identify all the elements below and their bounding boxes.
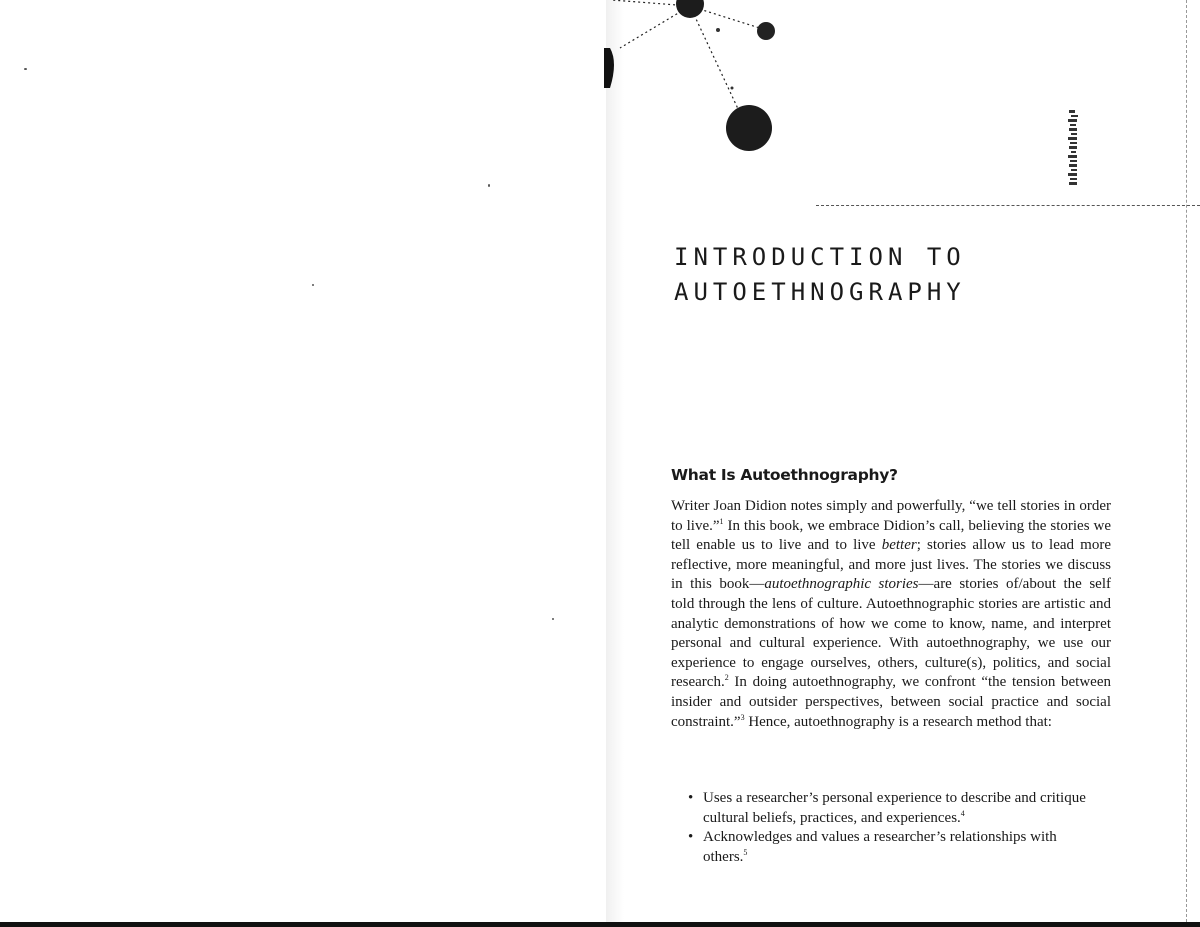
footnote-ref: 3 bbox=[740, 712, 745, 722]
scan-speck bbox=[488, 184, 490, 187]
molecule-icon bbox=[604, 0, 814, 165]
scan-speck bbox=[552, 618, 554, 620]
body-text-segment: ; stories allow us to lead more reflective, more meaningful, and more just lives. The stories we discuss in this book— bbox=[671, 537, 1111, 593]
footnote-ref: 1 bbox=[719, 516, 724, 526]
header-rule bbox=[816, 205, 1200, 206]
bullet-item bbox=[688, 789, 1088, 828]
chapter-title-line-1: INTRODUCTION TO bbox=[674, 243, 966, 271]
bullet-list bbox=[688, 789, 1088, 867]
page-edge bbox=[1186, 0, 1200, 922]
bullet-text: Acknowledges and values a researcher’s relationships with others. bbox=[703, 829, 1057, 865]
body-text-segment: Writer Joan Didion notes simply and powerfully, “we tell stories in order to live.” bbox=[671, 498, 1111, 534]
footnote-ref: 5 bbox=[743, 847, 748, 857]
body-text-segment: In this book, we embrace Didion’s call, believing the stories we tell enable us to live and to live bbox=[671, 517, 1111, 554]
section-heading: What Is Autoethnography? bbox=[671, 466, 898, 484]
footnote-ref: 4 bbox=[960, 808, 965, 818]
body-text-segment: Hence, autoethnography is a research method that: bbox=[744, 713, 1052, 730]
scan-bottom-border bbox=[0, 922, 1200, 927]
left-page-blank bbox=[0, 0, 600, 922]
body-text-segment: —are stories of/about the self told through the lens of culture. Autoethnographic stories are artistic and analytic demonstrations of how we come to know, name, and interpret personal and cultural experience. With autoethnography, we use our experience to engage ourselves, others, culture(s), politics, and social research. bbox=[671, 576, 1111, 691]
body-text-segment: In doing autoethnography, we confront “the tension between insider and outsider perspectives, between social practice and social constraint.” bbox=[671, 674, 1111, 730]
scan-speck bbox=[312, 284, 314, 286]
page-stamp-icon bbox=[1062, 108, 1084, 188]
footnote-ref: 2 bbox=[724, 673, 729, 683]
body-emphasis: autoethnographic stories bbox=[764, 576, 919, 593]
scan-speck bbox=[24, 68, 27, 70]
chapter-title-line-2: AUTOETHNOGRAPHY bbox=[674, 278, 966, 306]
bullet-item bbox=[688, 828, 1088, 867]
body-paragraph bbox=[671, 497, 1111, 732]
chapter-title bbox=[674, 240, 966, 310]
bullet-text: Uses a researcher’s personal experience to describe and critique cultural beliefs, practices, and experiences. bbox=[703, 790, 1086, 826]
body-emphasis: better bbox=[881, 537, 917, 554]
